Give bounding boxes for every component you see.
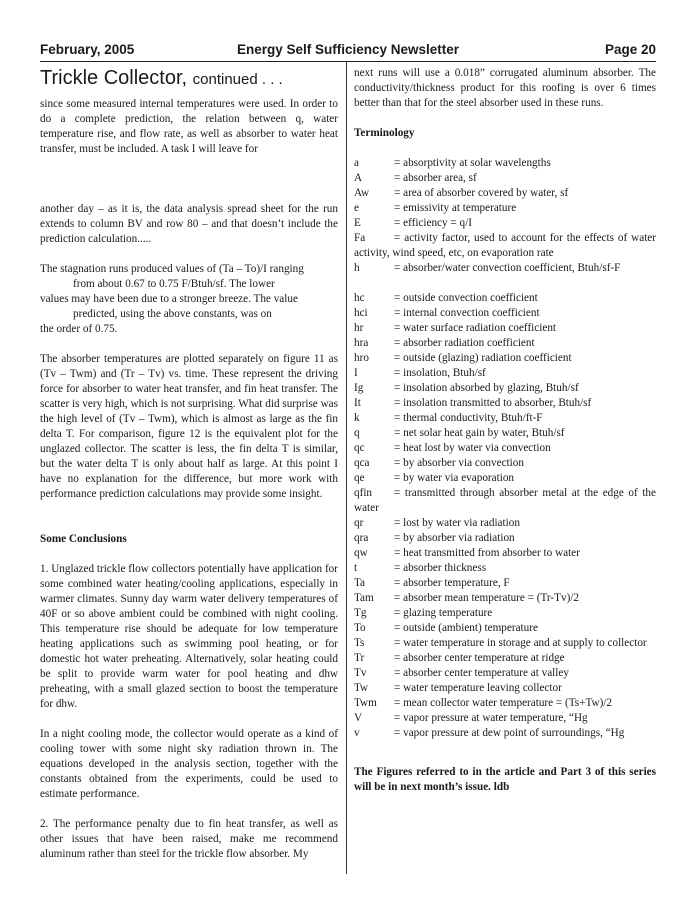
issue-date: February, 2005 [40,42,135,57]
term-def: = absorber temperature, F [394,577,510,589]
term-abbr: It [354,397,361,409]
column-divider [346,62,347,874]
term-row [354,171,656,186]
term-row [354,711,656,726]
term-abbr: hci [354,307,368,319]
term-abbr: hr [354,322,364,334]
term-row [354,516,656,531]
stagnation-line: values may have been due to a stronger breeze. The value [40,293,298,305]
term-abbr: qra [354,532,369,544]
term-def: = area of absorber covered by water, sf [394,187,569,199]
term-row [354,216,656,231]
term-abbr: Tam [354,592,374,604]
term-def: = lost by water via radiation [394,517,520,529]
conclusion-2: 2. The performance penalty due to fin heat transfer, as well as other issues that have been raised, make me recommend aluminum rather than steel for the trickle flow absorber. My [40,818,338,860]
term-row [354,606,656,621]
term-row [354,186,656,201]
stagnation-line: The stagnation runs produced values of (Ta – To)/I ranging [40,263,304,275]
term-def: = vapor pressure at dew point of surroundings, “Hg [394,727,625,739]
term-abbr: qr [354,517,364,529]
term-def: = heat lost by water via convection [394,442,551,454]
term-row [354,591,656,606]
conclusion-1: 1. Unglazed trickle flow collectors potentially have application for some combined water heating/cooling applications, especially in warmer climates. Sunny day warm water delivery temperatures of 40F or so above ambient could be combined with night cooling. This temperature rise should be adequate for low temperature heating applications such as swimming pool heating, or for domestic hot water preheating. Alternatively, solar heating could be split to provide warm water for pool heating and dhw preheating, with a small glazed section to boost the temperature for dhw. [40,563,338,710]
term-def: = emissivity at temperature [394,202,517,214]
paragraph-continued: next runs will use a 0.018” corrugated aluminum absorber. The conductivity/thickness product for this roofing is over 6 times better than that for the steel absorber used in these runs. [354,67,656,109]
term-abbr: hc [354,292,365,304]
term-def: = absorber area, sf [394,172,477,184]
term-def: = insolation absorbed by glazing, Btuh/sf [394,382,579,394]
stagnation-line: from about 0.67 to 0.75 F/Btuh/sf. The lower [73,278,275,290]
term-def: = glazing temperature [394,607,493,619]
term-def: = absorber thickness [394,562,487,574]
term-row [354,396,656,411]
term-def: = internal convection coefficient [394,307,540,319]
term-abbr: qw [354,547,368,559]
term-def: = mean collector water temperature = (Ts+Tw)/2 [394,697,613,709]
term-def: = thermal conductivity, Btuh/ft-F [394,412,543,424]
term-abbr: Aw [354,187,370,199]
term-row [354,336,656,351]
term-row [354,561,656,576]
article-title [40,66,338,92]
term-abbr: qe [354,472,365,484]
term-abbr: Ta [354,577,366,589]
term-row [354,726,656,741]
term-def: = absorber mean temperature = (Tr-Tv)/2 [394,592,580,604]
term-row [354,426,656,441]
term-row [354,636,656,651]
term-def: = insolation, Btuh/sf [394,367,486,379]
term-abbr: Ts [354,637,365,649]
term-row [354,366,656,381]
term-abbr: V [354,712,363,724]
term-abbr: qc [354,442,365,454]
term-def: = activity factor, used to account for the effects of water activity, wind speed, etc, on evaporation rate [354,232,656,259]
term-row [354,201,656,216]
term-row [354,666,656,681]
term-row [354,291,656,306]
term-def: = absorptivity at solar wavelengths [394,157,551,169]
header-rule [40,61,656,62]
term-row [354,651,656,666]
term-abbr: Tw [354,682,369,694]
term-def: = outside (glazing) radiation coefficient [394,352,572,364]
term-def: = absorber center temperature at ridge [394,652,565,664]
paragraph-2: another day – as it is, the data analysis spread sheet for the run extends to column BV and row 80 – and that doesn’t include the prediction calculation..... [40,203,338,245]
term-abbr: q [354,427,360,439]
term-def: = water temperature in storage and at supply to collector [394,637,647,649]
term-def: = vapor pressure at water temperature, “Hg [394,712,588,724]
term-row [354,411,656,426]
term-abbr: Ig [354,382,364,394]
term-abbr: Tv [354,667,367,679]
term-row [354,321,656,336]
term-abbr: qfin [354,487,373,499]
term-row [354,546,656,561]
term-def: = outside convection coefficient [394,292,538,304]
term-row [354,696,656,711]
stagnation-paragraph [40,262,338,337]
term-row [354,471,656,486]
term-def: = transmitted through absorber metal at the edge of the water [354,487,656,514]
term-row [354,261,656,276]
term-row [354,156,656,171]
page-number: Page 20 [604,42,656,57]
title-continued: continued . . . [192,71,283,88]
term-abbr: v [354,727,360,739]
term-def: = efficiency = q/I [394,217,472,229]
term-abbr: hra [354,337,369,349]
term-def: = heat transmitted from absorber to water [394,547,580,559]
title-main: Trickle Collector, [40,67,188,89]
term-def: = insolation transmitted to absorber, Btuh/sf [394,397,592,409]
term-abbr: t [354,562,358,574]
term-row [354,351,656,366]
paragraph-absorber: The absorber temperatures are plotted separately on figure 11 as (Tv – Twm) and (Tr – Tv) vs. time. These represent the driving force for absorber to water heat transfer, and fin heat transfer. The scatter is very high, which is not surprising. What did surprise was the high level of (Tv – Twm), which is almost as large as the fin delta T. For comparison, figure 12 is the equivalent plot for the unglazed collector. The scatter is less, the fin delta T is similar, but the water delta T is only about half as large. At this point I have no explanation for the difference, but more work with performance prediction calculations may provide some insight. [40,353,338,500]
term-row [354,441,656,456]
term-def: = by absorber via convection [394,457,524,469]
terminology-heading: Terminology [354,127,415,139]
term-def: = by water via evaporation [394,472,515,484]
term-def: = net solar heat gain by water, Btuh/sf [394,427,565,439]
term-def: = absorber/water convection coefficient, Btuh/sf-F [394,262,621,274]
term-def: = outside (ambient) temperature [394,622,538,634]
page-header [40,42,656,60]
term-row [354,576,656,591]
term-def: = absorber center temperature at valley [394,667,569,679]
newsletter-name: Energy Self Sufficiency Newsletter [236,42,460,57]
paragraph-1: since some measured internal temperatures were used. In order to do a complete prediction, the relation between q, water temperature rise, and flow rate, as well as absorber to water heat transfer, must be included. A task I will leave for [40,98,338,155]
term-abbr: hro [354,352,369,364]
term-row [354,231,656,261]
term-abbr: Tr [354,652,365,664]
term-row [354,621,656,636]
term-row [354,306,656,321]
terminology-list [354,156,656,741]
term-abbr: k [354,412,360,424]
term-row [354,456,656,471]
term-def: = water surface radiation coefficient [394,322,557,334]
stagnation-line: the order of 0.75. [40,323,118,335]
left-column [40,66,338,862]
conclusion-1b: In a night cooling mode, the collector would operate as a kind of cooling tower with some night sky radiation thrown in. The equations developed in the analysis section, together with the constants obtained from the experiments, could be used to estimate performance. [40,728,338,800]
conclusions-heading: Some Conclusions [40,533,127,545]
term-row [354,531,656,546]
term-row [354,681,656,696]
term-row [354,486,656,516]
term-abbr: e [354,202,359,214]
term-abbr: Fa [354,232,366,244]
term-abbr: a [354,157,359,169]
term-abbr: Tg [354,607,367,619]
term-abbr: qca [354,457,370,469]
right-column [354,66,656,795]
term-abbr: A [354,172,363,184]
term-abbr: h [354,262,360,274]
term-abbr: E [354,217,361,229]
term-abbr: I [354,367,358,379]
term-def: = absorber radiation coefficient [394,337,535,349]
term-def: = by absorber via radiation [394,532,515,544]
closing-note: The Figures referred to in the article and Part 3 of this series will be in next month’s issue. ldb [354,766,656,793]
term-def: = water temperature leaving collector [394,682,562,694]
term-abbr: Twm [354,697,377,709]
stagnation-line: predicted, using the above constants, was on [73,308,272,320]
term-abbr: To [354,622,366,634]
term-row [354,381,656,396]
